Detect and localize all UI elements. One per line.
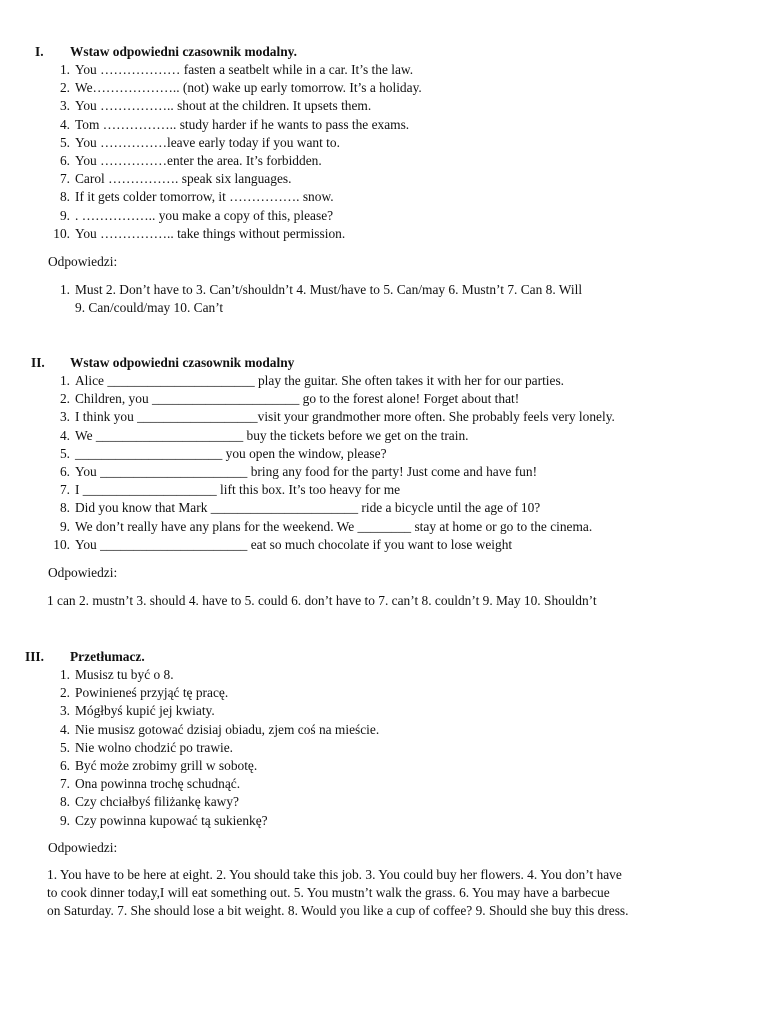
exercise-number: 6. <box>59 152 70 168</box>
exercise-number: 7. <box>59 482 70 498</box>
exercise-number: 5. <box>59 445 70 461</box>
exercise-text: Musisz tu być o 8. <box>75 667 174 682</box>
exercise-number: 5. <box>59 134 70 150</box>
exercise-item <box>48 481 758 499</box>
section-2-heading <box>31 354 431 372</box>
exercise-number: 3. <box>59 409 70 425</box>
exercise-number: 8. <box>59 500 70 516</box>
exercise-text: You ……………enter the area. It’s forbidden. <box>75 152 322 168</box>
exercise-item <box>48 499 758 517</box>
exercise-text: Carol ……………. speak six languages. <box>75 171 292 187</box>
exercise-item <box>48 152 748 170</box>
exercise-item <box>48 225 748 243</box>
exercise-text: We ______________________ buy the tickets before we get on the train. <box>75 427 469 443</box>
exercise-text: You ______________________ bring any food for the party! Just come and have fun! <box>75 463 538 479</box>
section-1-answers-label: Odpowiedzi: <box>48 254 118 269</box>
exercise-text: Nie musisz gotować dzisiaj obiadu, zjem coś na mieście. <box>75 721 380 737</box>
section-1-answers-number: 1. <box>59 282 70 297</box>
section-2-exercise-list <box>48 372 758 554</box>
exercise-item <box>48 757 748 775</box>
exercise-number: 8. <box>59 794 70 810</box>
exercise-item <box>48 702 748 720</box>
exercise-text: Alice ______________________ play the guitar. She often takes it with her for our parties. <box>75 373 565 388</box>
exercise-number: 4. <box>59 427 70 443</box>
exercise-item <box>48 536 758 554</box>
exercise-item <box>48 188 748 206</box>
exercise-item <box>48 445 758 463</box>
exercise-text: ______________________ you open the window, please? <box>75 445 387 461</box>
exercise-text: Być może zrobimy grill w sobotę. <box>75 757 258 773</box>
exercise-item <box>48 116 748 134</box>
section-3-answers-line-2: to cook dinner today,I will eat something out. 5. You mustn’t walk the grass. 6. You may have a barbecue <box>47 885 610 900</box>
exercise-text: Did you know that Mark ______________________ ride a bicycle until the age of 10? <box>75 500 541 516</box>
exercise-item <box>48 812 748 830</box>
exercise-item <box>48 721 748 739</box>
exercise-text: I ____________________ lift this box. It’s too heavy for me <box>75 482 401 498</box>
section-1-exercise-list <box>48 61 748 243</box>
exercise-item <box>48 518 758 536</box>
exercise-number: 2. <box>59 391 70 407</box>
exercise-number: 6. <box>59 757 70 773</box>
exercise-number: 6. <box>59 463 70 479</box>
exercise-number: 2. <box>59 80 70 96</box>
exercise-number: 9. <box>59 518 70 534</box>
section-1-number: I. <box>35 44 44 59</box>
exercise-text: If it gets colder tomorrow, it ……………. snow. <box>75 189 334 205</box>
exercise-text: You …………….. shout at the children. It upsets them. <box>75 98 372 114</box>
exercise-text: Mógłbyś kupić jej kwiaty. <box>75 703 215 719</box>
exercise-item <box>48 463 758 481</box>
exercise-text: Nie wolno chodzić po trawie. <box>75 739 234 755</box>
section-1-answers <box>48 281 748 321</box>
section-1-heading <box>35 43 435 61</box>
exercise-text: Ona powinna trochę schudnąć. <box>75 776 241 792</box>
exercise-text: . …………….. you make a copy of this, please? <box>75 207 334 223</box>
exercise-number: 1. <box>59 667 70 682</box>
exercise-number: 1. <box>59 62 70 77</box>
section-3-heading <box>25 648 425 666</box>
exercise-item <box>48 207 748 225</box>
section-3-answers-line-1: 1. You have to be here at eight. 2. You should take this job. 3. You could buy her flowers. 4. You don’t have <box>47 867 622 882</box>
exercise-text: We……………….. (not) wake up early tomorrow. It’s a holiday. <box>75 80 422 96</box>
exercise-number: 3. <box>59 703 70 719</box>
exercise-text: I think you __________________visit your grandmother more often. She probably feels very lonely. <box>75 409 615 425</box>
exercise-item <box>48 775 748 793</box>
exercise-number: 10. <box>53 536 70 552</box>
exercise-number: 4. <box>59 721 70 737</box>
exercise-number: 1. <box>59 373 70 388</box>
section-3-exercise-list <box>48 666 748 830</box>
exercise-text: You ……………… fasten a seatbelt while in a car. It’s the law. <box>75 62 414 77</box>
exercise-item <box>48 739 748 757</box>
exercise-number: 5. <box>59 739 70 755</box>
exercise-text: Czy powinna kupować tą sukienkę? <box>75 812 268 828</box>
exercise-number: 4. <box>59 116 70 132</box>
exercise-item <box>48 134 748 152</box>
exercise-text: You ……………leave early today if you want to. <box>75 134 340 150</box>
section-2-number: II. <box>31 355 45 370</box>
exercise-text: Children, you ______________________ go to the forest alone! Forget about that! <box>75 391 520 407</box>
section-2-answers-label: Odpowiedzi: <box>48 565 118 580</box>
exercise-number: 2. <box>59 685 70 701</box>
section-1-answers-line-2: 9. Can/could/may 10. Can’t <box>75 300 224 315</box>
exercise-item <box>48 79 748 97</box>
section-2-answers: 1 can 2. mustn’t 3. should 4. have to 5. could 6. don’t have to 7. can’t 8. couldn’t 9. May 10. Shouldn’t <box>47 593 597 608</box>
section-1-title: Wstaw odpowiedni czasownik modalny. <box>70 44 297 59</box>
exercise-item <box>48 793 748 811</box>
exercise-number: 3. <box>59 98 70 114</box>
exercise-text: You ______________________ eat so much chocolate if you want to lose weight <box>75 536 513 552</box>
exercise-item <box>48 97 748 115</box>
section-3-answers-label: Odpowiedzi: <box>48 840 118 855</box>
exercise-text: Czy chciałbyś filiżankę kawy? <box>75 794 239 810</box>
exercise-item <box>48 408 758 426</box>
exercise-number: 7. <box>59 776 70 792</box>
exercise-number: 10. <box>53 225 70 241</box>
section-2-title: Wstaw odpowiedni czasownik modalny <box>70 355 295 370</box>
exercise-number: 8. <box>59 189 70 205</box>
exercise-item <box>48 684 748 702</box>
section-1-answers-line-1: Must 2. Don’t have to 3. Can’t/shouldn’t 4. Must/have to 5. Can/may 6. Mustn’t 7. Can 8. Will <box>75 282 583 297</box>
exercise-number: 7. <box>59 171 70 187</box>
exercise-text: Tom …………….. study harder if he wants to pass the exams. <box>75 116 410 132</box>
section-3-number: III. <box>25 649 44 664</box>
exercise-item <box>48 372 758 390</box>
exercise-item <box>48 61 748 79</box>
section-3-answers-line-3: on Saturday. 7. She should lose a bit weight. 8. Would you like a cup of coffee? 9. Should she buy this dress. <box>47 903 629 918</box>
exercise-number: 9. <box>59 207 70 223</box>
exercise-number: 9. <box>59 812 70 828</box>
exercise-text: You …………….. take things without permission. <box>75 225 346 241</box>
exercise-item <box>48 170 748 188</box>
section-3-title: Przetłumacz. <box>70 649 145 664</box>
exercise-text: Powinieneś przyjąć tę pracę. <box>75 685 229 701</box>
exercise-item <box>48 666 748 684</box>
exercise-item <box>48 427 758 445</box>
exercise-item <box>48 390 758 408</box>
exercise-text: We don’t really have any plans for the weekend. We ________ stay at home or go to the cinema. <box>75 518 593 534</box>
